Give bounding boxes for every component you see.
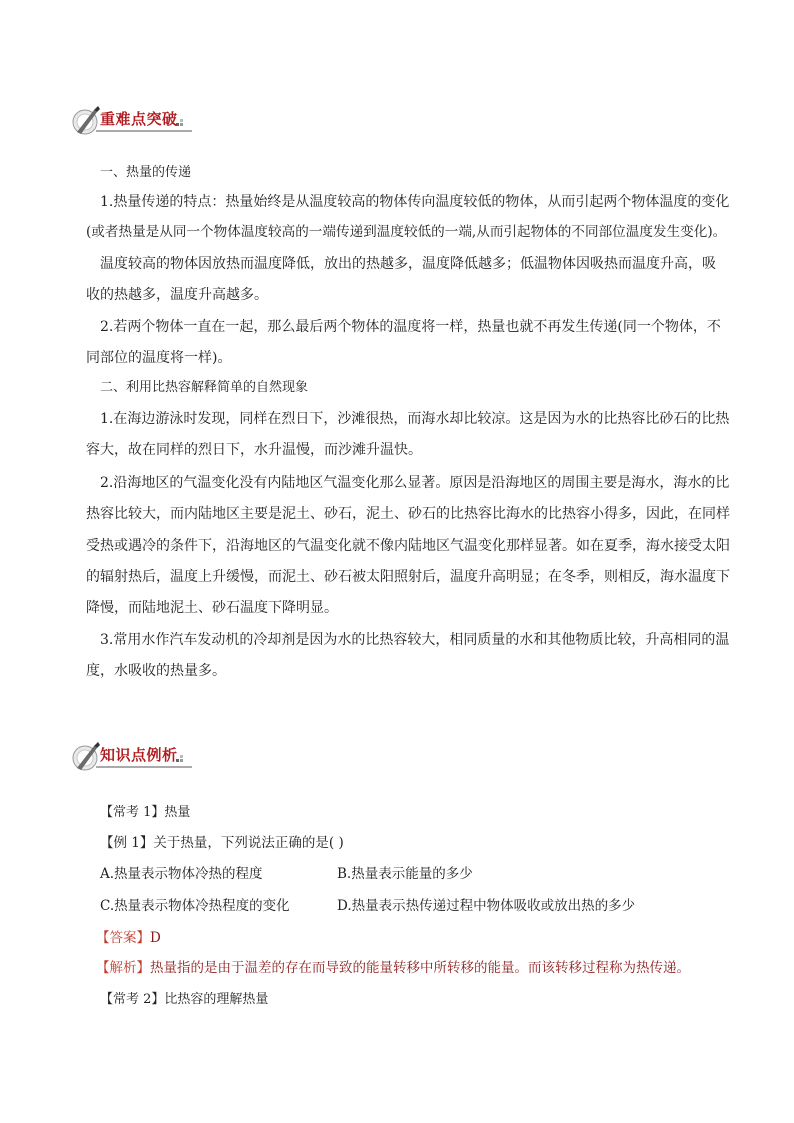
topic-label: 【常考 1】热量 bbox=[100, 805, 191, 820]
option-b: B.热量表示能量的多少 bbox=[337, 866, 473, 882]
section-header-key-points bbox=[72, 104, 196, 140]
paragraph-line: 受热或遇冷的条件下，沿海地区的气温变化就不像内陆地区气温变化那样显著。如在夏季，海水接受太阳 bbox=[86, 538, 730, 554]
paragraph-line: 3.常用水作汽车发动机的冷却剂是因为水的比热容较大，相同质量的水和其他物质比较，升高相同的温 bbox=[100, 632, 730, 648]
paragraph-line: 收的热越多，温度升高越多。 bbox=[86, 287, 268, 303]
option-d: D.热量表示热传递过程中物体吸收或放出热的多少 bbox=[337, 898, 636, 914]
section-title-key-points: 重难点突破 bbox=[100, 110, 178, 128]
analysis-text: 热量指的是由于温差的存在而导致的能量转移中所转移的能量。而该转移过程称为热传递。 bbox=[150, 960, 690, 976]
paragraph-line: 容大，故在同样的烈日下，水升温慢，而沙滩升温快。 bbox=[86, 442, 422, 458]
section-header-examples bbox=[72, 740, 196, 776]
answer-row bbox=[96, 928, 161, 948]
question-text: 【例 1】关于热量，下列说法正确的是( ) bbox=[100, 835, 344, 851]
answer-label: 【答案】 bbox=[96, 930, 150, 946]
paragraph-line: 1.在海边游泳时发现，同样在烈日下，沙滩很热，而海水却比较凉。这是因为水的比热容比砂石的比热 bbox=[100, 411, 730, 427]
paragraph-line: 2.若两个物体一直在一起，那么最后两个物体的温度将一样，热量也就不再发生传递(同一个物体，不 bbox=[100, 319, 721, 335]
analysis-label: 【解析】 bbox=[96, 960, 150, 976]
paragraph-line: 1.热量传递的特点：热量始终是从温度较高的物体传向温度较低的物体，从而引起两个物体温度的变化 bbox=[100, 194, 730, 210]
topic-label: 【常考 2】比热容的理解热量 bbox=[100, 992, 269, 1007]
section-title-examples: 知识点例析 bbox=[100, 746, 178, 764]
paragraph-line: 降慢，而陆地泥土、砂石温度下降明显。 bbox=[86, 600, 338, 616]
part2-heading: 二、利用比热容解释简单的自然现象 bbox=[100, 380, 309, 395]
paragraph-line: 热容比较大，而内陆地区主要是泥土、砂石，泥土、砂石的比热容比海水的比热容小得多，因此，在同样 bbox=[86, 506, 730, 522]
option-a: A.热量表示物体冷热的程度 bbox=[100, 866, 263, 882]
paragraph-line: (或者热量是从同一个物体温度较高的一端传递到温度较低的一端,从而引起物体的不同部位温度发生变化)。 bbox=[86, 224, 727, 240]
paragraph-line: 同部位的温度将一样)。 bbox=[86, 350, 232, 366]
analysis-row bbox=[96, 958, 690, 978]
paragraph-line: 的辐射热后，温度上升缓慢，而泥土、砂石被太阳照射后，温度升高明显；在冬季，则相反，海水温度下 bbox=[86, 569, 730, 585]
option-c: C.热量表示物体冷热程度的变化 bbox=[100, 898, 290, 914]
paragraph-line: 温度较高的物体因放热而温度降低，放出的热越多，温度降低越多；低温物体因吸热而温度升高，吸 bbox=[100, 256, 716, 272]
part1-heading: 一、热量的传递 bbox=[100, 165, 192, 180]
answer-value: D bbox=[150, 930, 161, 946]
paragraph-line: 2.沿海地区的气温变化没有内陆地区气温变化那么显著。原因是沿海地区的周围主要是海水，海水的比 bbox=[100, 475, 730, 491]
paragraph-line: 度，水吸收的热量多。 bbox=[86, 663, 226, 679]
